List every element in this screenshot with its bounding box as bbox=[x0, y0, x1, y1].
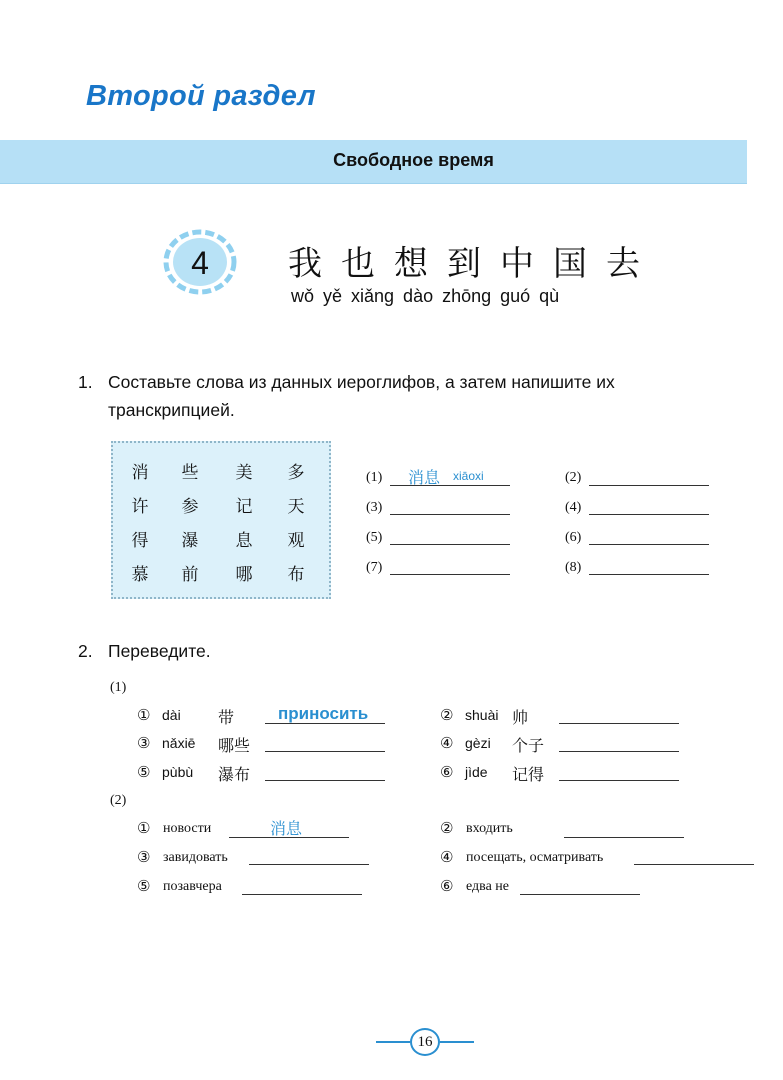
answer-label-4: (4) bbox=[565, 500, 582, 515]
grid-char: 消 bbox=[131, 463, 149, 483]
lesson-title: 我也想到中国去 bbox=[288, 244, 659, 284]
answer-line-3[interactable] bbox=[390, 514, 510, 515]
grid-char: 美 bbox=[235, 463, 253, 483]
answer-line-2[interactable] bbox=[589, 485, 709, 486]
page-rule-right bbox=[440, 1041, 474, 1043]
part2-num-4: ④ bbox=[440, 848, 454, 866]
task1-number: 1. bbox=[78, 372, 93, 392]
answer-label-6: (6) bbox=[565, 530, 582, 545]
answer-line-7[interactable] bbox=[390, 574, 510, 575]
part1-pinyin-6: jìde bbox=[465, 764, 488, 780]
part2-label: (2) bbox=[110, 793, 127, 808]
answer-1-pinyin: xiāoxi bbox=[453, 469, 484, 483]
lesson-number: 4 bbox=[191, 245, 209, 281]
lesson-number-badge bbox=[160, 226, 240, 298]
grid-char: 多 bbox=[287, 463, 305, 483]
page-rule-left bbox=[376, 1041, 410, 1043]
answer-label-5: (5) bbox=[366, 530, 383, 545]
part1-pinyin-5: pùbù bbox=[162, 764, 194, 780]
part2-line-6[interactable] bbox=[520, 894, 640, 895]
part1-pinyin-1: dài bbox=[162, 707, 181, 723]
part2-russian-2: входить bbox=[466, 821, 513, 836]
grid-char: 得 bbox=[131, 531, 149, 551]
band-title: Свободное время bbox=[333, 150, 494, 170]
task1-instruction-line1: Составьте слова из данных иероглифов, а затем напишите их bbox=[108, 372, 615, 392]
task2-instruction: Переведите. bbox=[108, 641, 211, 661]
answer-label-1: (1) bbox=[366, 470, 383, 485]
part1-line-6[interactable] bbox=[559, 780, 679, 781]
part1-num-2: ② bbox=[440, 706, 454, 724]
part1-label: (1) bbox=[110, 680, 127, 695]
part2-num-3: ③ bbox=[137, 848, 151, 866]
grid-char: 哪 bbox=[235, 565, 253, 585]
section-title: Второй раздел bbox=[86, 80, 316, 112]
part2-russian-5: позавчера bbox=[163, 879, 222, 894]
part2-line-1[interactable] bbox=[229, 837, 349, 838]
grid-char: 些 bbox=[181, 463, 199, 483]
answer-line-8[interactable] bbox=[589, 574, 709, 575]
grid-char: 记 bbox=[235, 497, 253, 517]
answer-line-5[interactable] bbox=[390, 544, 510, 545]
part1-hanzi-4: 个子 bbox=[512, 736, 545, 755]
answer-label-8: (8) bbox=[565, 560, 582, 575]
part1-num-4: ④ bbox=[440, 734, 454, 752]
answer-line-1[interactable] bbox=[390, 485, 510, 486]
part1-line-4[interactable] bbox=[559, 751, 679, 752]
part1-line-2[interactable] bbox=[559, 723, 679, 724]
grid-char: 观 bbox=[287, 531, 305, 551]
answer-line-6[interactable] bbox=[589, 544, 709, 545]
grid-char: 瀑 bbox=[181, 531, 199, 551]
part2-line-4[interactable] bbox=[634, 864, 754, 865]
page-number: 16 bbox=[410, 1028, 440, 1056]
answer-label-3: (3) bbox=[366, 500, 383, 515]
answer-line-4[interactable] bbox=[589, 514, 709, 515]
grid-char: 前 bbox=[181, 565, 199, 585]
part1-line-1[interactable] bbox=[265, 723, 385, 724]
grid-char: 许 bbox=[131, 497, 149, 517]
part2-line-3[interactable] bbox=[249, 864, 369, 865]
grid-char: 天 bbox=[287, 497, 305, 517]
character-grid bbox=[111, 441, 331, 599]
part2-num-5: ⑤ bbox=[137, 877, 151, 895]
answer-1-hanzi: 消息 bbox=[408, 468, 441, 487]
answer-label-7: (7) bbox=[366, 560, 383, 575]
part1-num-5: ⑤ bbox=[137, 763, 151, 781]
part2-russian-1: новости bbox=[163, 821, 212, 836]
part2-line-5[interactable] bbox=[242, 894, 362, 895]
part2-num-6: ⑥ bbox=[440, 877, 454, 895]
part1-hanzi-6: 记得 bbox=[512, 765, 545, 784]
part2-num-2: ② bbox=[440, 819, 454, 837]
part2-russian-4: посещать, осматривать bbox=[466, 850, 604, 865]
part1-num-3: ③ bbox=[137, 734, 151, 752]
part1-hanzi-2: 帅 bbox=[512, 708, 529, 727]
lesson-pinyin: wǒ yě xiǎng dào zhōng guó qù bbox=[291, 286, 560, 306]
part1-hanzi-1: 带 bbox=[218, 708, 235, 727]
part2-line-2[interactable] bbox=[564, 837, 684, 838]
part2-num-1: ① bbox=[137, 819, 151, 837]
grid-char: 布 bbox=[287, 565, 305, 585]
part1-line-3[interactable] bbox=[265, 751, 385, 752]
part1-num-6: ⑥ bbox=[440, 763, 454, 781]
part1-pinyin-3: nǎxiē bbox=[162, 735, 196, 751]
grid-char: 息 bbox=[235, 531, 253, 551]
part1-pinyin-4: gèzi bbox=[465, 735, 491, 751]
grid-char: 参 bbox=[181, 497, 199, 517]
part2-russian-6: едва не bbox=[466, 879, 509, 894]
part1-line-5[interactable] bbox=[265, 780, 385, 781]
part1-num-1: ① bbox=[137, 706, 151, 724]
part1-hanzi-5: 瀑布 bbox=[218, 765, 251, 784]
part2-russian-3: завидовать bbox=[163, 850, 228, 865]
grid-char: 慕 bbox=[131, 565, 149, 585]
task1-instruction-line2: транскрипцией. bbox=[108, 400, 235, 420]
task2-number: 2. bbox=[78, 641, 93, 661]
part2-answer-1: 消息 bbox=[270, 819, 303, 838]
part1-answer-1: приносить bbox=[278, 704, 369, 723]
answer-label-2: (2) bbox=[565, 470, 582, 485]
part1-hanzi-3: 哪些 bbox=[218, 736, 251, 755]
part1-pinyin-2: shuài bbox=[465, 707, 499, 723]
